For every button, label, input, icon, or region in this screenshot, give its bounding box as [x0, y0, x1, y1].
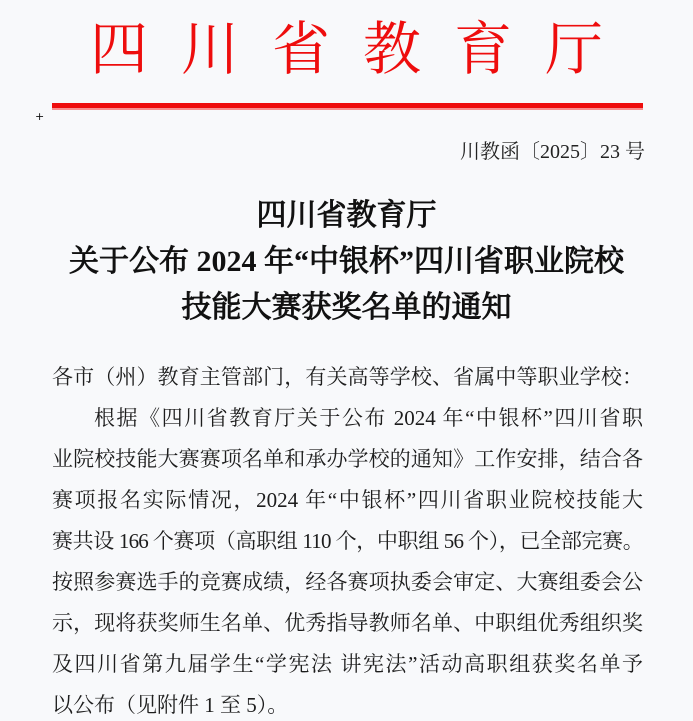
- body-line: 赛共设 166 个赛项（高职组 110 个，中职组 56 个），已全部完赛。: [52, 529, 643, 553]
- document-number: 川教函〔2025〕23 号: [460, 141, 645, 163]
- red-divider: [52, 103, 643, 110]
- body-line: 业院校技能大赛赛项名单和承办学校的通知》工作安排，结合各: [52, 447, 643, 471]
- document-body: [52, 357, 643, 721]
- document-title: [30, 193, 663, 331]
- document-title-line-1: 四川省教育厅: [256, 199, 437, 232]
- body-line: 按照参赛选手的竞赛成绩，经各赛项执委会审定、大赛组委会公: [52, 570, 643, 594]
- body-line: 根据《四川省教育厅关于公布 2024 年“中银杯”四川省职: [94, 406, 643, 430]
- salutation-line: 各市（州）教育主管部门，有关高等学校、省属中等职业学校：: [52, 365, 643, 389]
- red-divider-thin-line: [52, 108, 643, 110]
- body-line: 赛项报名实际情况，2024 年“中银杯”四川省职业院校技能大: [52, 488, 643, 512]
- document-title-line-2: 关于公布 2024 年“中银杯”四川省职业院校: [69, 245, 624, 278]
- body-line: 示，现将获奖师生名单、优秀指导教师名单、中职组优秀组织奖: [52, 611, 643, 635]
- body-line: 及四川省第九届学生“学宪法 讲宪法”活动高职组获奖名单予: [52, 652, 643, 676]
- document-title-line-3: 技能大赛获奖名单的通知: [181, 291, 512, 324]
- stray-plus-mark: +: [35, 110, 45, 123]
- body-line: 以公布（见附件 1 至 5）。: [52, 693, 289, 717]
- agency-letterhead: 四川省教育厅: [89, 17, 636, 82]
